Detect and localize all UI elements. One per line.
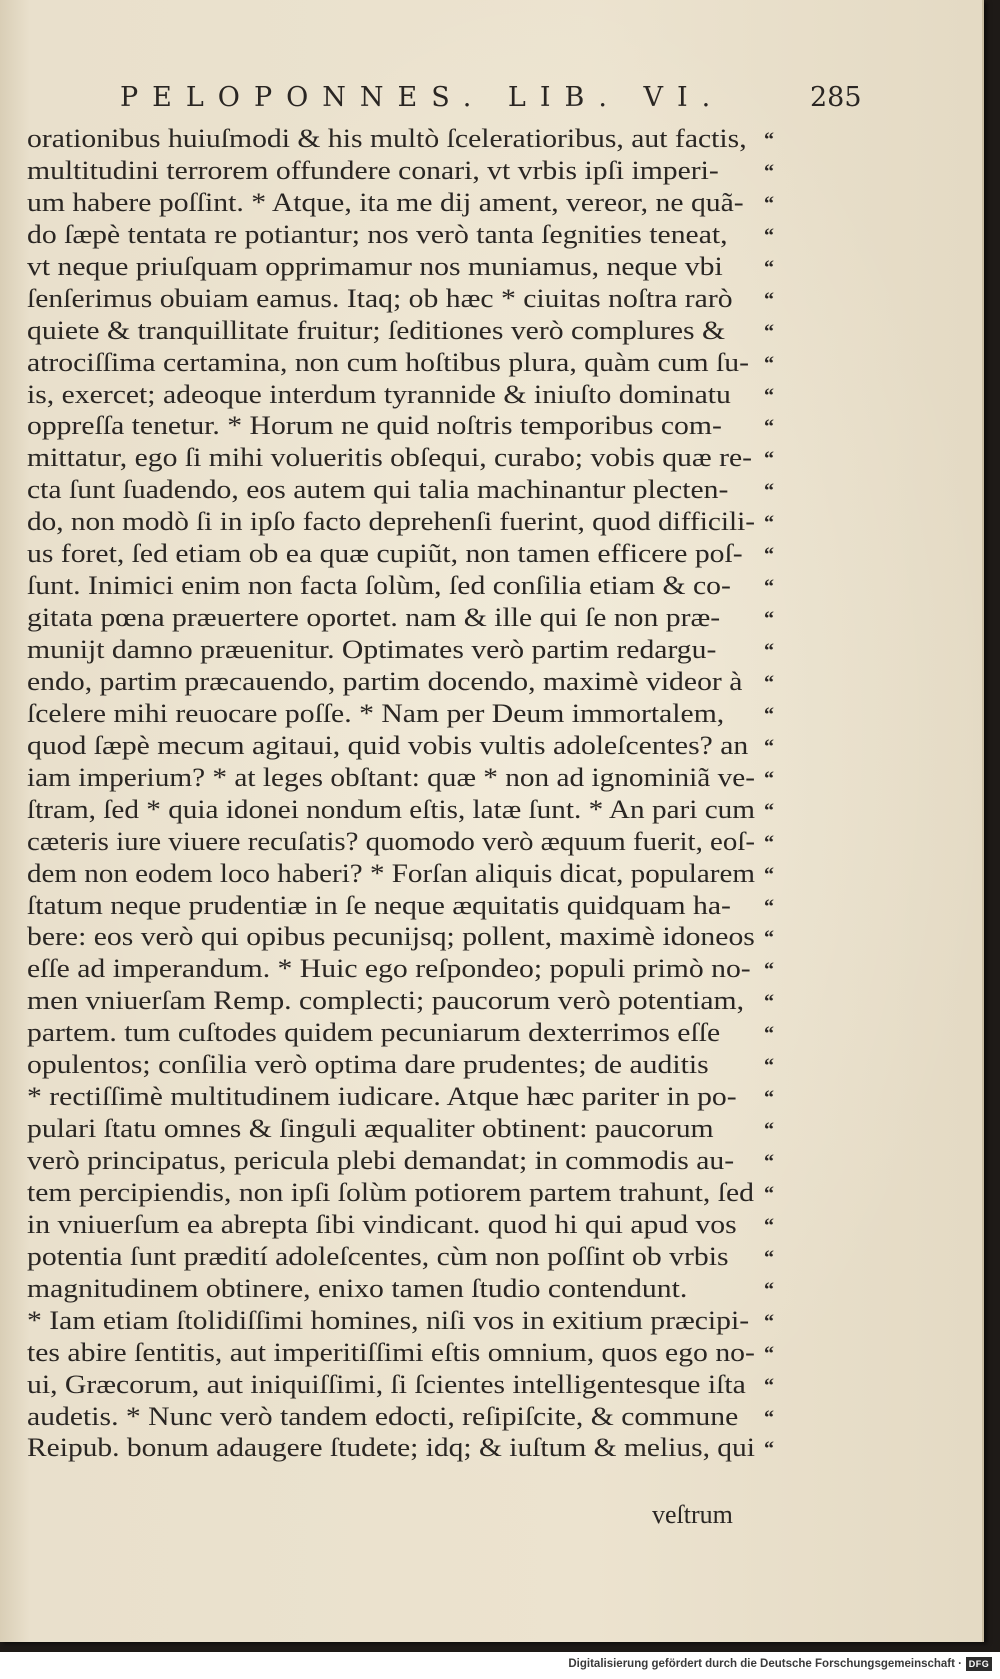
text-line-content: us foret, ſed etiam ob ea quæ cupiũt, non tamen efficere poſ- xyxy=(27,538,743,569)
running-head: PELOPONNES. LIB. VI. xyxy=(120,82,725,113)
dfg-logo: DFG xyxy=(966,1657,992,1671)
quote-mark: “ xyxy=(764,288,774,311)
quote-mark: “ xyxy=(764,1214,774,1237)
text-line-content: endo, partim præcauendo, partim docendo, maximè videor à xyxy=(27,665,743,696)
text-line xyxy=(27,538,757,570)
text-line-content: mittatur, ego ſi mihi volueritis obſequi, curabo; vobis quæ re- xyxy=(27,442,753,473)
quote-mark: “ xyxy=(764,608,774,631)
text-line xyxy=(27,570,757,602)
text-line xyxy=(27,155,757,187)
text-line-content: ſtatum neque prudentiæ in ſe neque æquitatis quidquam ha- xyxy=(27,889,731,920)
text-line-content: pulari ſtatu omnes & ſinguli æqualiter obtinent: paucorum xyxy=(27,1113,714,1144)
quote-mark: “ xyxy=(764,480,774,503)
text-line-content: Reipub. bonum adaugere ſtudete; idq; & iuſtum & melius, qui xyxy=(27,1432,755,1463)
quote-mark: “ xyxy=(764,352,774,375)
quote-mark: “ xyxy=(764,1406,774,1429)
text-line xyxy=(27,1177,757,1209)
quote-mark: “ xyxy=(764,192,774,215)
text-line xyxy=(27,187,757,219)
text-line-content: magnitudinem obtinere, enixo tamen ſtudio contendunt. xyxy=(27,1272,688,1303)
quote-mark: “ xyxy=(764,320,774,343)
text-line xyxy=(27,219,757,251)
text-line-content: iam imperium? * at leges obſtant: quæ * non ad ignominiã ve- xyxy=(27,761,755,792)
quote-mark: “ xyxy=(764,1278,774,1301)
text-line xyxy=(27,730,757,762)
quote-mark: “ xyxy=(764,1119,774,1142)
quote-mark: “ xyxy=(764,129,774,151)
quote-mark: “ xyxy=(764,224,774,247)
text-line-content: quod ſæpè mecum agitaui, quid vobis vultis adoleſcentes? an xyxy=(27,729,749,760)
quote-mark: “ xyxy=(764,640,774,662)
text-line xyxy=(27,953,757,985)
text-line xyxy=(27,826,757,858)
page-header xyxy=(120,78,862,118)
text-line-content: ſunt. Inimici enim non facta ſolùm, ſed conſilia etiam & co- xyxy=(27,570,731,601)
quote-mark: “ xyxy=(764,703,774,726)
text-line-content: dem non eodem loco haberi? * Forſan aliquis dicat, popularem xyxy=(27,857,755,888)
quote-mark: “ xyxy=(764,1151,774,1173)
quote-mark: “ xyxy=(764,959,774,982)
text-line xyxy=(27,858,757,890)
text-line-content: bere: eos verò qui opibus pecunijsq; pollent, maximè idoneos xyxy=(27,921,755,952)
text-line-content: cæteris iure viuere recuſatis? quomodo verò æquum fuerit, eoſ- xyxy=(27,825,755,856)
text-line-content: vt neque priuſquam opprimamur nos muniamus, neque vbi xyxy=(27,250,723,281)
quote-mark: “ xyxy=(764,927,774,950)
text-line xyxy=(27,698,757,730)
quote-mark: “ xyxy=(764,1342,774,1365)
quote-mark: “ xyxy=(764,863,774,886)
text-line-content: tem percipiendis, non ipſi ſolùm potiorem partem trahunt, ſed xyxy=(27,1176,755,1207)
text-line-content: ſtram, ſed * quia idonei nondum eſtis, latæ ſunt. * An pari cum xyxy=(27,793,756,824)
text-line xyxy=(27,1305,757,1337)
text-line xyxy=(27,890,757,922)
text-line-content: potentia ſunt prædití adoleſcentes, cùm non poſſint ob vrbis xyxy=(27,1240,729,1271)
text-line-content: * Iam etiam ſtolidiſſimi homines, niſi vos in exitium præcipi- xyxy=(27,1304,750,1335)
text-line xyxy=(27,1049,757,1081)
quote-mark: “ xyxy=(764,512,774,535)
text-line-content: opulentos; conſilia verò optima dare prudentes; de auditis xyxy=(27,1049,709,1080)
text-line xyxy=(27,410,757,442)
quote-mark: “ xyxy=(764,1246,774,1269)
quote-mark: “ xyxy=(764,735,774,758)
text-line xyxy=(27,1369,757,1401)
text-line xyxy=(27,1017,757,1049)
text-line xyxy=(27,347,757,379)
text-line xyxy=(27,1401,757,1433)
text-line-content: atrociſſima certamina, non cum hoſtibus plura, quàm cum ſu- xyxy=(27,346,750,377)
text-line xyxy=(27,1337,757,1369)
quote-mark: “ xyxy=(764,1023,774,1046)
text-line xyxy=(27,602,757,634)
text-line xyxy=(27,794,757,826)
text-line-content: tes abire ſentitis, aut imperitiſſimi eſtis omnium, quos ego no- xyxy=(27,1336,755,1367)
quote-mark: “ xyxy=(764,448,774,471)
text-line xyxy=(27,251,757,283)
text-line-content: in vniuerſum ea abrepta ſibi vindicant. quod hi qui apud vos xyxy=(27,1208,737,1239)
text-line xyxy=(27,634,757,666)
text-line xyxy=(27,315,757,347)
quote-mark: “ xyxy=(764,544,774,567)
quote-mark: “ xyxy=(764,160,774,183)
text-line-content: gitata pœna præuertere oportet. nam & ille qui ſe non præ- xyxy=(27,602,721,633)
text-line xyxy=(27,442,757,474)
text-line xyxy=(27,474,757,506)
text-line xyxy=(27,1273,757,1305)
text-line-content: orationibus huiuſmodi & his multò ſceleratioribus, aut factis, xyxy=(27,123,747,153)
text-line-content: ſcelere mihi reuocare poſſe. * Nam per Deum immortalem, xyxy=(27,697,725,728)
text-line xyxy=(27,1081,757,1113)
text-line-content: ſenſerimus obuiam eamus. Itaq; ob hæc * ciuitas noſtra rarò xyxy=(27,282,733,313)
quote-mark: “ xyxy=(764,831,774,854)
catchword: veſtrum xyxy=(652,1500,733,1529)
quote-mark: “ xyxy=(764,416,774,439)
text-line xyxy=(27,985,757,1017)
quote-mark: “ xyxy=(764,991,774,1014)
body-text xyxy=(27,123,757,1464)
quote-mark: “ xyxy=(764,1374,774,1397)
text-line xyxy=(27,1432,757,1464)
text-line-content: eſſe ad imperandum. * Huic ego reſpondeo; populi primò no- xyxy=(27,953,751,984)
text-line xyxy=(27,921,757,953)
text-line-content: men vniuerſam Remp. complecti; paucorum verò potentiam, xyxy=(27,985,745,1016)
text-line-content: munijt damno præuenitur. Optimates verò partim redargu- xyxy=(27,634,717,664)
quote-mark: “ xyxy=(764,1055,774,1078)
text-line xyxy=(27,762,757,794)
quote-mark: “ xyxy=(764,384,774,407)
text-line-content: cta ſunt ſuadendo, eos autem qui talia machinantur plecten- xyxy=(27,474,729,505)
text-line xyxy=(27,123,757,155)
quote-mark: “ xyxy=(764,256,774,279)
text-line-content: is, exercet; adeoque interdum tyrannide & iniuſto dominatu xyxy=(27,378,731,409)
text-line xyxy=(27,1145,757,1177)
quote-mark: “ xyxy=(764,576,774,599)
text-line xyxy=(27,666,757,698)
text-line xyxy=(27,1209,757,1241)
page-number: 285 xyxy=(810,82,862,113)
quote-mark: “ xyxy=(764,1310,774,1333)
quote-mark: “ xyxy=(764,1438,774,1461)
quote-mark: “ xyxy=(764,1182,774,1205)
quote-mark: “ xyxy=(764,671,774,694)
text-line-content: verò principatus, pericula plebi demandat; in commodis au- xyxy=(27,1145,735,1175)
quote-mark: “ xyxy=(764,799,774,822)
text-line xyxy=(27,1113,757,1145)
quote-mark: “ xyxy=(764,767,774,790)
quote-mark: “ xyxy=(764,895,774,918)
text-line-content: do ſæpè tentata re potiantur; nos verò tanta ſegnities teneat, xyxy=(27,218,728,249)
funding-note: Digitalisierung gefördert durch die Deutsche Forschungsgemeinschaft · xyxy=(568,1658,962,1670)
text-line xyxy=(27,379,757,411)
text-line-content: do, non modò ſi in ipſo facto deprehenſi fuerint, quod difficili- xyxy=(27,506,755,537)
text-line-content: multitudini terrorem offundere conari, vt vrbis ipſi imperi- xyxy=(27,154,719,185)
text-line xyxy=(27,283,757,315)
quote-mark: “ xyxy=(764,1087,774,1110)
text-line xyxy=(27,1241,757,1273)
text-line xyxy=(27,506,757,538)
digitization-footer xyxy=(0,1652,1000,1679)
text-line-content: audetis. * Nunc verò tandem edocti, reſipiſcite, & commune xyxy=(27,1400,739,1431)
text-line-content: ui, Græcorum, aut iniquiſſimi, ſi ſcientes intelligentesque iſta xyxy=(27,1368,746,1399)
margin-quote-marks xyxy=(754,123,784,1464)
text-line-content: partem. tum cuſtodes quidem pecuniarum dexterrimos eſſe xyxy=(27,1017,721,1048)
text-line-content: quiete & tranquillitate fruitur; ſeditiones verò complures & xyxy=(27,314,726,345)
text-line-content: um habere poſſint. * Atque, ita me dij ament, vereor, ne quã- xyxy=(27,186,744,217)
text-line-content: oppreſſa tenetur. * Horum ne quid noſtris temporibus com- xyxy=(27,410,722,441)
text-line-content: * rectiſſimè multitudinem iudicare. Atque hæc pariter in po- xyxy=(27,1081,737,1112)
